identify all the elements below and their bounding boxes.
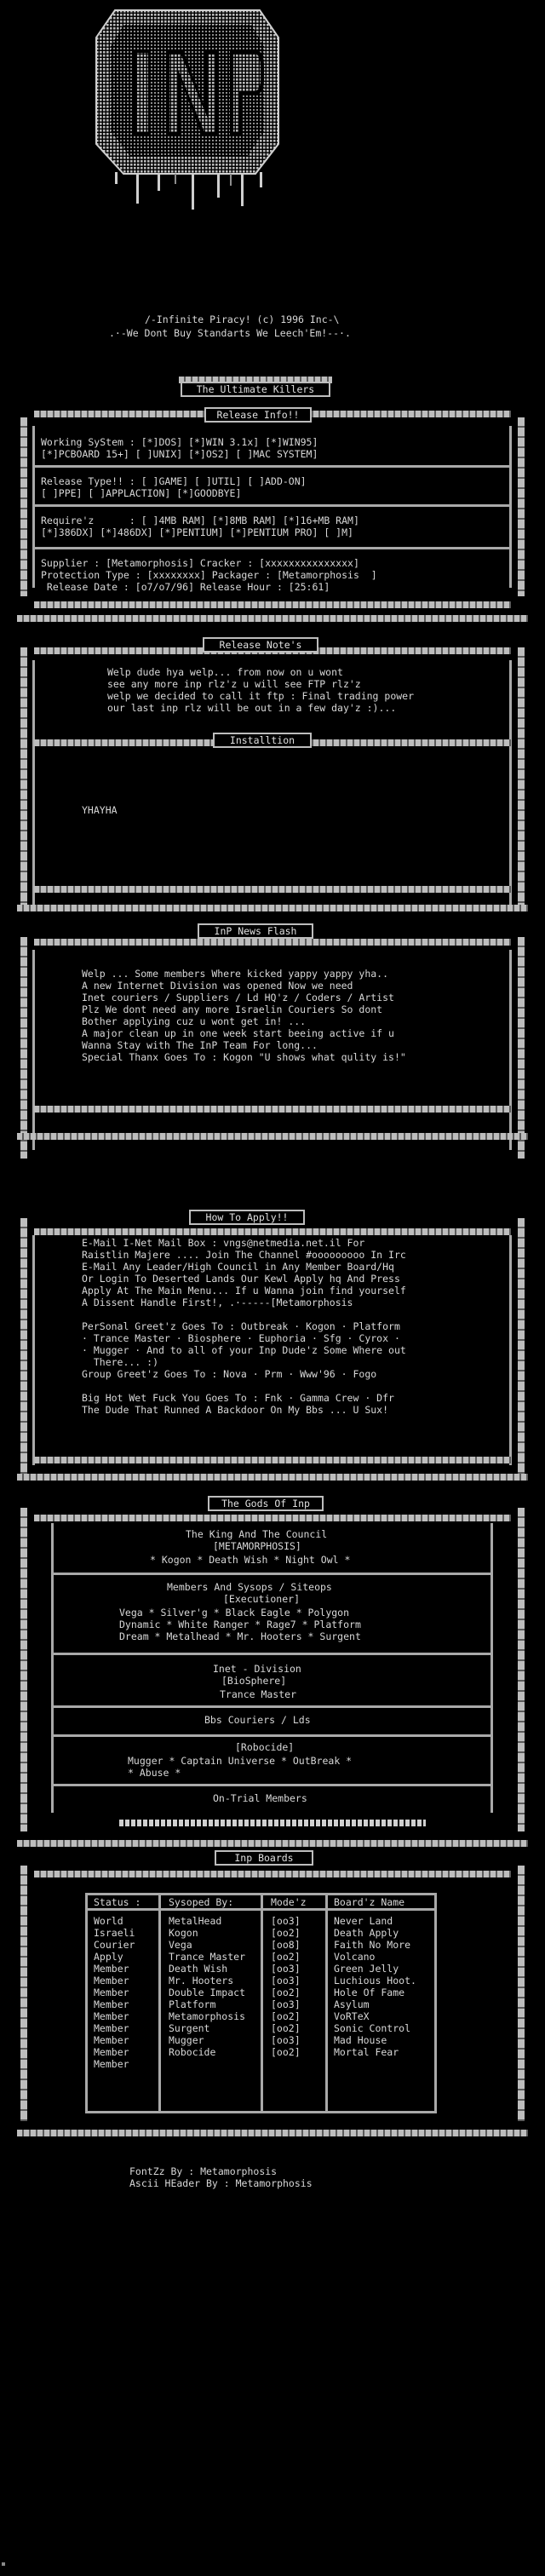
frame-left bbox=[20, 417, 27, 596]
header-status: Status : bbox=[94, 1896, 141, 1908]
board-name-cell: Never Land bbox=[334, 1915, 393, 1927]
frame-bar bbox=[17, 1474, 528, 1481]
board-status-cell: Member bbox=[94, 1975, 129, 1987]
board-mode-cell: [oo2] bbox=[271, 1927, 301, 1939]
board-status-cell: Member bbox=[94, 1987, 129, 1998]
board-name-cell: Green Jelly bbox=[334, 1963, 399, 1975]
board-mode-cell: [oo3] bbox=[271, 1963, 301, 1975]
frame-inner-right bbox=[509, 950, 512, 1150]
font-credit: FontZz By : Metamorphosis bbox=[129, 2165, 278, 2177]
news-label: InP News Flash bbox=[198, 923, 313, 939]
table-col-divider bbox=[158, 1893, 161, 2113]
frame-left bbox=[20, 647, 27, 911]
board-status-cell: Member bbox=[94, 2058, 129, 2070]
gods-label: The Gods Of Inp bbox=[208, 1496, 324, 1511]
robocide-group: [Robocide] bbox=[235, 1741, 295, 1753]
board-status-cell: Israeli bbox=[94, 1927, 135, 1939]
board-sysop-cell: Kogon bbox=[169, 1927, 198, 1939]
board-name-cell: Sonic Control bbox=[334, 2022, 411, 2034]
working-system: Working SyStem : [*]DOS] [*]WIN 3.1x] [*]WIN95] [*]PCBOARD 15+] [ ]UNIX] [*]OS2] [ ]MAC SYSTEM] bbox=[41, 436, 318, 460]
board-mode-cell: [oo2] bbox=[271, 2046, 301, 2058]
board-mode-cell: [oo2] bbox=[271, 2022, 301, 2034]
divider bbox=[53, 1705, 490, 1708]
board-name-cell: VoRTeX bbox=[334, 2010, 370, 2022]
frame-bar bbox=[34, 1106, 511, 1113]
frame-bar bbox=[34, 1457, 511, 1463]
header-mode: Mode'z bbox=[271, 1896, 307, 1908]
board-status-cell: Apply bbox=[94, 1951, 123, 1963]
executioner-group: [Executioner] bbox=[223, 1593, 301, 1605]
divider bbox=[34, 547, 511, 549]
frame-inner-right bbox=[490, 1523, 493, 1813]
board-status-cell: Member bbox=[94, 1963, 129, 1975]
frame-bar bbox=[17, 905, 528, 911]
board-mode-cell: [oo2] bbox=[271, 1987, 301, 1998]
board-status-cell: Courier bbox=[94, 1939, 135, 1951]
board-sysop-cell: Double Impact bbox=[169, 1987, 246, 1998]
supplier-info: Supplier : [Metamorphosis] Cracker : [xxxxxxxxxxxxxxx] Protection Type : [xxxxxxxx] Packager : [Metamorphosis ] Release Date : [o7/o7/96] Release Hour : [25:61] bbox=[41, 557, 377, 593]
board-name-cell: Hole Of Fame bbox=[334, 1987, 405, 1998]
frame-inner-left bbox=[32, 660, 35, 907]
board-sysop-cell: Mugger bbox=[169, 2034, 204, 2046]
king-members: * Kogon * Death Wish * Night Owl * bbox=[150, 1554, 351, 1566]
biosphere-group: [BioSphere] bbox=[221, 1675, 287, 1687]
apply-text: E-Mail I-Net Mail Box : vngs@netmedia.net.il For Raistlin Majere .... Join The Channel #ooooooooo In Irc E-Mail Any Leader/High Council in Any Member Board/Hq Or Login To Deserted Lands Our Kewl Apply hq And Press Apply At The Main Menu... If u Wanna join find yourself A Dissent Handle First!, .·-----[Metamorphosis PerSonal Greet'z Goes To : Outbreak · Kogon · Platform · Trance Master · Biosphere · Euphoria · Sfg · Cyrox · · Mugger · And to all of your Inp Dude'z Some Where out There... :) Group Greet'z Goes To : Nova · Prm · Www'96 · Fogo Big Hot Wet Fuck You Goes To : Fnk · Gamma Crew · Dfr The Dude That Runned A Backdoor On My Bbs ... U Sux! bbox=[82, 1237, 406, 1416]
board-mode-cell: [oo3] bbox=[271, 1998, 301, 2010]
table-col-divider bbox=[434, 1893, 437, 2113]
board-sysop-cell: MetalHead bbox=[169, 1915, 222, 1927]
board-mode-cell: [oo2] bbox=[271, 2010, 301, 2022]
frame-inner-left bbox=[32, 1235, 35, 1465]
executioner-members: Vega * Silver'g * Black Eagle * Polygon Dynamic * White Ranger * Rage7 * Platform Dream * Metalhead * Mr. Hooters * Surgent bbox=[119, 1607, 361, 1642]
release-info-label: Release Info!! bbox=[204, 407, 312, 423]
table-col-divider bbox=[325, 1893, 328, 2113]
frame-left bbox=[20, 937, 27, 1159]
divider bbox=[34, 465, 511, 468]
release-notes-text: Welp dude hya welp... from now on u wont see any more inp rlz'z u will see FTP rlz'z welp we decided to call it ftp : Final trading power our last inp rlz will be out in a few day'z :)... bbox=[107, 666, 415, 714]
frame-right bbox=[518, 647, 525, 911]
board-mode-cell: [oo3] bbox=[271, 2034, 301, 2046]
board-status-cell: Member bbox=[94, 1998, 129, 2010]
divider bbox=[53, 1784, 490, 1786]
frame-right bbox=[518, 417, 525, 596]
board-sysop-cell: Platform bbox=[169, 1998, 216, 2010]
table-col-divider bbox=[261, 1893, 263, 2113]
board-status-cell: World bbox=[94, 1915, 123, 1927]
frame-left bbox=[20, 1508, 27, 1831]
board-mode-cell: [oo8] bbox=[271, 1939, 301, 1951]
logo-art bbox=[89, 3, 285, 216]
board-sysop-cell: Death Wish bbox=[169, 1963, 228, 1975]
frame-inner-left bbox=[32, 426, 35, 588]
table-col-divider bbox=[85, 1893, 88, 2113]
board-sysop-cell: Metamorphosis bbox=[169, 2010, 246, 2022]
inp-logo bbox=[89, 3, 285, 216]
board-status-cell: Member bbox=[94, 2022, 129, 2034]
king-title: The King And The Council bbox=[186, 1528, 328, 1540]
frame-right bbox=[518, 1218, 525, 1474]
board-name-cell: Volcano bbox=[334, 1951, 376, 1963]
frame-bar bbox=[34, 1228, 511, 1235]
inet-members: Trance Master bbox=[220, 1688, 297, 1700]
board-status-cell: Member bbox=[94, 2010, 129, 2022]
frame-left bbox=[20, 1218, 27, 1474]
requirements: Require'z : [ ]4MB RAM] [*]8MB RAM] [*]16+MB RAM] [*]386DX] [*]486DX] [*]PENTIUM] [*]PENTIUM PRO] [ ]M] bbox=[41, 515, 359, 538]
frame-left bbox=[20, 1866, 27, 2121]
frame-right bbox=[518, 937, 525, 1159]
motto-line: .·-We Dont Buy Standarts We Leech'Em!--·. bbox=[109, 327, 351, 339]
members-title: Members And Sysops / Siteops bbox=[167, 1581, 332, 1593]
board-sysop-cell: Vega bbox=[169, 1939, 192, 1951]
corner-mark bbox=[2, 2562, 5, 2566]
frame-bar bbox=[34, 1515, 511, 1521]
frame-right bbox=[518, 1866, 525, 2121]
board-sysop-cell: Robocide bbox=[169, 2046, 216, 2058]
header-name: Board'z Name bbox=[334, 1896, 405, 1908]
board-name-cell: Mad House bbox=[334, 2034, 387, 2046]
frame-inner-right bbox=[509, 426, 512, 588]
header-sysop: Sysoped By: bbox=[169, 1896, 234, 1908]
frame-inner-left bbox=[51, 1523, 54, 1813]
board-status-cell: Member bbox=[94, 2046, 129, 2058]
divider bbox=[53, 1653, 490, 1655]
frame-right bbox=[518, 1508, 525, 1831]
title-label: The Ultimate Killers bbox=[181, 382, 330, 397]
board-status-cell: Member bbox=[94, 2034, 129, 2046]
frame-bar bbox=[17, 2130, 528, 2136]
bbs-members: Mugger * Captain Universe * OutBreak * * Abuse * bbox=[128, 1755, 353, 1779]
frame-bar bbox=[17, 1133, 528, 1140]
board-sysop-cell: Trance Master bbox=[169, 1951, 246, 1963]
frame-bar bbox=[17, 1840, 528, 1847]
frame-bar bbox=[34, 939, 511, 946]
trial-title: On-Trial Members bbox=[213, 1792, 307, 1804]
king-group: [METAMORPHOSIS] bbox=[213, 1540, 301, 1552]
frame-bar bbox=[34, 1871, 511, 1877]
release-type: Release Type!! : [ ]GAME] [ ]UTIL] [ ]ADD-ON] [ ]PPE] [ ]APPLACTION] [*]GOODBYE] bbox=[41, 475, 307, 499]
installation-text: YHAYHA bbox=[82, 804, 118, 816]
board-name-cell: Death Apply bbox=[334, 1927, 399, 1939]
board-mode-cell: [oo3] bbox=[271, 1975, 301, 1987]
divider bbox=[34, 504, 511, 507]
board-sysop-cell: Mr. Hooters bbox=[169, 1975, 234, 1987]
board-mode-cell: [oo2] bbox=[271, 1951, 301, 1963]
board-name-cell: Asylum bbox=[334, 1998, 370, 2010]
board-mode-cell: [oo3] bbox=[271, 1915, 301, 1927]
release-notes-label: Release Note's bbox=[203, 637, 318, 653]
frame-inner-left bbox=[32, 950, 35, 1150]
frame-inner-right bbox=[509, 660, 512, 907]
board-name-cell: Mortal Fear bbox=[334, 2046, 399, 2058]
apply-label: How To Apply!! bbox=[189, 1210, 305, 1225]
frame-bar bbox=[17, 615, 528, 622]
installation-label: Installtion bbox=[213, 733, 312, 748]
divider bbox=[53, 1734, 490, 1737]
boards-label: Inp Boards bbox=[215, 1850, 313, 1866]
news-text: Welp ... Some members Where kicked yappy yappy yha.. A new Internet Division was opened Now we need Inet couriers / Suppliers / Ld HQ'z / Coders / Artist Plz We dont need any more Israelin Couriers So dont Bother applying cuz u wont get in! ... A major clean up in one week start beeing active if u Wanna Stay with The InP Team For long... Special Thanx Goes To : Kogon "U shows what qulity is!" bbox=[82, 968, 406, 1063]
frame-bar bbox=[119, 1820, 426, 1826]
inet-title: Inet - Division bbox=[213, 1663, 301, 1675]
header-credit: Ascii HEader By : Metamorphosis bbox=[129, 2177, 313, 2189]
copyright-line: /-Infinite Piracy! (c) 1996 Inc-\ bbox=[145, 313, 340, 325]
board-name-cell: Faith No More bbox=[334, 1939, 411, 1951]
frame-inner-right bbox=[509, 1235, 512, 1465]
board-sysop-cell: Surgent bbox=[169, 2022, 210, 2034]
frame-bar bbox=[34, 886, 511, 893]
board-name-cell: Luchious Hoot. bbox=[334, 1975, 416, 1987]
divider bbox=[53, 1573, 490, 1575]
frame-bar bbox=[34, 601, 511, 608]
bbs-title: Bbs Couriers / Lds bbox=[204, 1714, 311, 1726]
